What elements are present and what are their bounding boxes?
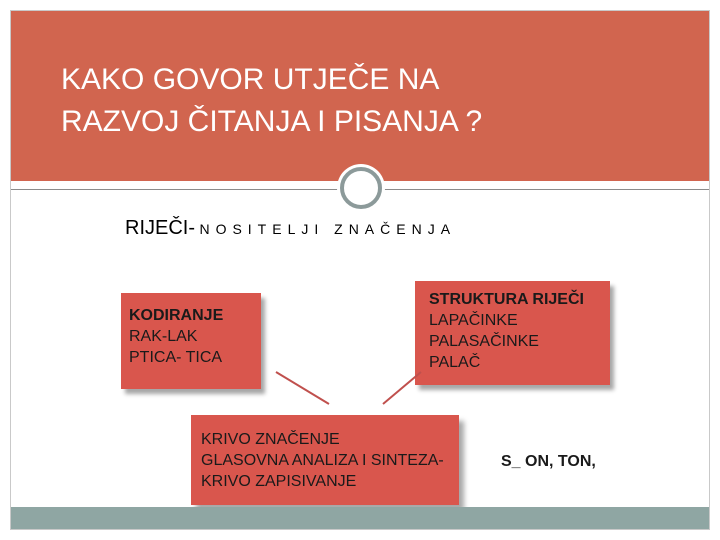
arrow-left-connector	[276, 372, 329, 404]
box-bottom-line: GLASOVNA ANALIZA I SINTEZA-	[201, 452, 444, 469]
slide	[10, 10, 710, 530]
arrow-right-connector	[383, 372, 421, 404]
slide-title: KAKO GOVOR UTJEČE NA RAZVOJ ČITANJA I PISANJA ?	[61, 63, 483, 138]
box-right-line: PALAČ	[429, 354, 481, 371]
box-left-line: PTICA- TICA	[129, 349, 223, 366]
box-right-line: LAPAČINKE	[429, 312, 518, 329]
example-text: S_ ON, TON,	[501, 453, 596, 470]
bottom-bar	[11, 507, 709, 529]
box-bottom-line: KRIVO ZAPISIVANJE	[201, 473, 357, 490]
box-krivo-znacenje	[191, 415, 459, 505]
box-left-line: RAK-LAK	[129, 328, 198, 345]
box-right-line: PALASAČINKE	[429, 333, 539, 350]
subtitle-lead: RIJEČI-	[125, 217, 195, 239]
box-right-heading: STRUKTURA RIJEČI	[429, 291, 584, 308]
box-left-heading: KODIRANJE	[129, 307, 224, 324]
box-bottom-line: KRIVO ZNAČENJE	[201, 431, 340, 448]
subtitle-spaced-text: NOSITELJI ZNAČENJA	[199, 221, 457, 237]
